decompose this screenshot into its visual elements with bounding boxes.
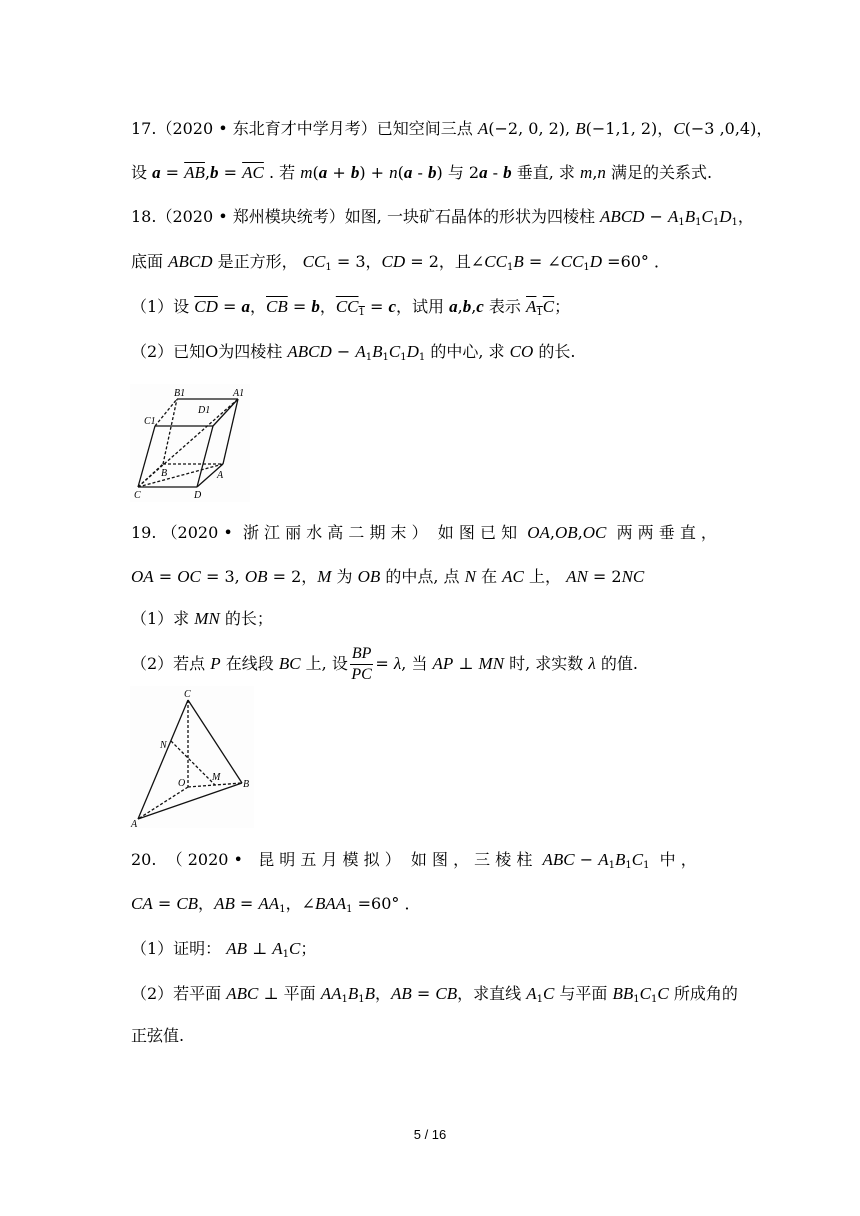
problem-18-line-2: 底面 ABCD 是正方形， $CC_1 = 3$，CD = 2，且$\angle CC_1B$ = $\angle CC_1D =60^\circ$ ． [131, 252, 671, 273]
tetra-label-o: O [178, 778, 186, 789]
prism-label-d: D [194, 490, 202, 501]
tetrahedron-figure [130, 686, 254, 828]
tetra-label-n: N [160, 740, 167, 751]
problem-20-line-2: CA = CB，AB = $AA_1$，$\angle BAA_1 =60^\circ$ ． [131, 894, 421, 915]
problem-19-q1: （1）求 MN 的长； [131, 609, 273, 628]
problem-18-q2: （2）已知O为四棱柱 ABCD − $A_1B_1C_1D_1$ 的中心, 求 CO 的长. [131, 342, 576, 363]
prism-label-b: B [161, 468, 168, 479]
problem-19-line-1: 19. （2020 • 浙 江 丽 水 高 二 期 末 ） 如 图 已 知 OA,OB,OC 两 两 垂 直 ， [131, 523, 717, 542]
prism-label-d1: D1 [198, 405, 211, 416]
problem-20-q1: （1）证明： AB ⊥ $A_1C$； [131, 939, 317, 960]
prism-label-b1: B1 [174, 388, 186, 399]
tetra-label-a: A [131, 819, 138, 828]
page-number: 5 / 16 [413, 1127, 447, 1142]
problem-18-line-1: 18.（2020 • 郑州模块统考）如图, 一块矿石晶体的形状为四棱柱 ABCD − $A_1B_1C_1D_1$， [131, 207, 754, 228]
problem-18-q1: （1）设 $\overline{CD} = a$，$\overline{CB} = b$，$CC_1 = c$，试用 a,b,c 表示 $A_1C$； [131, 297, 571, 318]
problem-19-line-2: OA = OC = 3, OB = 2，M 为 OB 的中点, 点 N 在 AC 上， AN = 2NC [131, 567, 645, 586]
prism-label-a: A [217, 470, 224, 481]
prism-label-c1: C1 [144, 416, 156, 427]
problem-20-line-1: 20. （ 2020 • 昆 明 五 月 模 拟 ） 如 图 ， 三 棱 柱 ABC − $A_1B_1C_1$ 中 ， [131, 850, 697, 871]
tetra-label-b: B [243, 779, 250, 790]
tetra-label-m: M [212, 772, 221, 783]
problem-19-q2: （2）若点 P 在线段 BC 上, 设 $\frac{BP}{PC}$ = λ, 当 AP ⊥ MN 时, 求实数 λ 的值. [131, 645, 638, 683]
tetra-label-c: C [184, 689, 191, 700]
problem-17-line-2: 设 $a = \overline{AB},b = \overline{AC}$ . 若 m(a + b) + n(a - b) 与 2a - b 垂直, 求 m,n 满足的关系式. [131, 163, 713, 182]
prism-label-a1: A1 [233, 388, 245, 399]
prism-figure [130, 384, 250, 502]
problem-17-line-1: 17.（2020 • 东北育才中学月考）已知空间三点 A(−2, 0, 2), B(−1,1, 2)，C(−3 ,0,4)， [131, 119, 773, 138]
problem-20-q2: （2）若平面 ABC ⊥ 平面 $AA_1B_1B$，AB = CB，求直线 $A_1C$ 与平面 $BB_1C_1C$ 所成角的 [131, 984, 738, 1005]
problem-20-q2-end: 正弦值. [131, 1026, 185, 1045]
prism-label-c: C [134, 490, 141, 501]
